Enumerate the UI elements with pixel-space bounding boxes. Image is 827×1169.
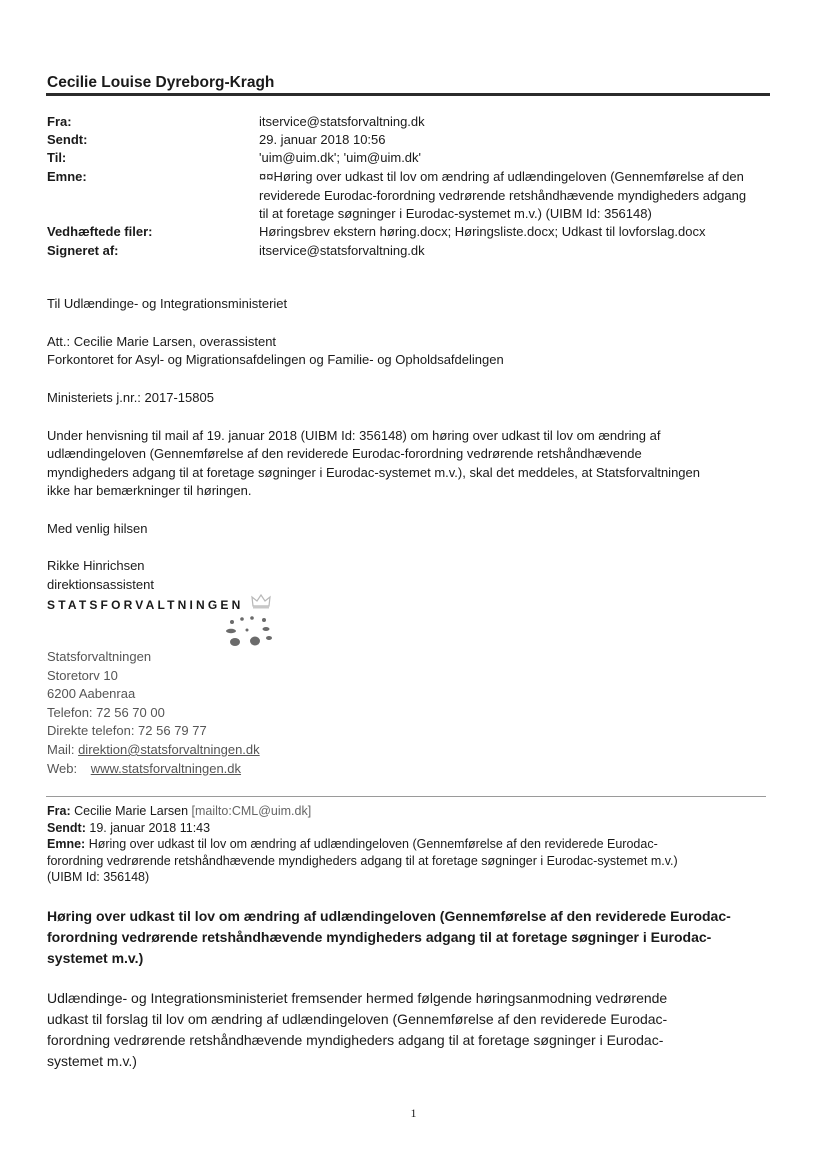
- header-rule: [46, 93, 770, 96]
- forwarded-mailto-link[interactable]: [mailto:CML@uim.dk]: [191, 804, 312, 818]
- signature-street: Storetorv 10: [47, 668, 118, 683]
- subject-label: Emne:: [47, 169, 87, 184]
- forwarded-heading-line: Høring over udkast til lov om ændring af udlændingeloven (Gennemførelse af den reviderede Eurodac-: [47, 908, 731, 924]
- forwarded-paragraph-line: Udlændinge- og Integrationsministeriet fremsender hermed følgende høringsanmodning vedrørende: [47, 990, 668, 1006]
- forwarded-sent-value: 19. januar 2018 11:43: [89, 821, 211, 835]
- signer-title: direktionsassistent: [47, 577, 154, 592]
- crown-icon: [250, 592, 272, 610]
- attention-line: Att.: Cecilie Marie Larsen, overassistent: [47, 334, 277, 349]
- forwarded-subject-label: Emne:: [47, 837, 86, 851]
- case-number: Ministeriets j.nr.: 2017-15805: [47, 390, 214, 405]
- forwarded-paragraph-line: udkast til forslag til lov om ændring af udlændingeloven (Gennemførelse af den reviderede Eurodac-: [47, 1011, 668, 1027]
- logo-mark-icon: [222, 614, 278, 650]
- forwarded-subject-line: forordning vedrørende retshåndhævende myndigheders adgang til at foretage søgninger i Eurodac-systemet m.v.): [47, 854, 678, 868]
- forwarded-sent-row: [47, 820, 767, 837]
- main-paragraph-line: myndigheders adgang til at foretage søgninger i Eurodac-systemet m.v.), skal det meddeles, at Statsforvaltningen: [47, 465, 700, 480]
- signature-phone: Telefon: 72 56 70 00: [47, 705, 165, 720]
- web-label: Web:: [47, 761, 78, 776]
- attachments-label: Vedhæftede filer:: [47, 224, 153, 239]
- forwarded-from-value: Cecilie Marie Larsen: [74, 804, 189, 818]
- attachments-value[interactable]: Høringsbrev ekstern høring.docx; Høringsliste.docx; Udkast til lovforslag.docx: [259, 224, 706, 239]
- forwarded-subject-row: [47, 836, 767, 853]
- forward-divider: [46, 796, 766, 797]
- main-paragraph-line: Under henvisning til mail af 19. januar 2018 (UIBM Id: 356148) om høring over udkast til lov om ændring af: [47, 428, 661, 443]
- forwarded-heading-line: systemet m.v.): [47, 950, 144, 966]
- sender-name-header: Cecilie Louise Dyreborg-Kragh: [47, 74, 275, 91]
- signed-value: itservice@statsforvaltning.dk: [259, 243, 425, 258]
- signature-web-row: [47, 761, 241, 776]
- greeting: Til Udlændinge- og Integrationsministeriet: [47, 296, 288, 311]
- forwarded-sent-label: Sendt:: [47, 821, 86, 835]
- signature-mail-row: [47, 742, 260, 757]
- signature-direct-phone: Direkte telefon: 72 56 79 77: [47, 723, 207, 738]
- forwarded-heading: [47, 906, 767, 969]
- from-label: Fra:: [47, 114, 72, 129]
- forwarded-subject-value: Høring over udkast til lov om ændring af udlændingeloven (Gennemførelse af den reviderede Eurodac-: [88, 837, 658, 851]
- department-line: Forkontoret for Asyl- og Migrationsafdelingen og Familie- og Opholdsafdelingen: [47, 352, 504, 367]
- brand-wordmark: STATSFORVALTNINGEN: [47, 598, 244, 612]
- subject-value: ¤¤Høring over udkast til lov om ændring af udlændingeloven (Gennemførelse af den reviderede Eurodac-forordning vedrørende retshåndhævende myndigheders adgang til at foretage søgninger i Eurodac-systemet m.v.) (UIBM Id: 356148): [259, 169, 747, 221]
- main-paragraph-line: udlændingeloven (Gennemførelse af den reviderede Eurodac-forordning vedrørende retshåndhævende: [47, 446, 642, 461]
- mail-link[interactable]: direktion@statsforvaltningen.dk: [78, 742, 260, 757]
- forwarded-from-row: [47, 803, 767, 820]
- from-value[interactable]: itservice@statsforvaltning.dk: [259, 114, 425, 129]
- forwarded-paragraph-line: forordning vedrørende retshåndhævende myndigheders adgang til at foretage søgninger i Eurodac-: [47, 1032, 664, 1048]
- forwarded-paragraph: [47, 988, 767, 1072]
- forwarded-subject-line: (UIBM Id: 356148): [47, 870, 150, 884]
- signature-org: Statsforvaltningen: [47, 649, 152, 664]
- signature-city: 6200 Aabenraa: [47, 686, 136, 701]
- page-number: 1: [410, 1106, 417, 1120]
- main-paragraph-line: ikke har bemærkninger til høringen.: [47, 483, 252, 498]
- to-value[interactable]: 'uim@uim.dk'; 'uim@uim.dk': [259, 150, 422, 165]
- forwarded-heading-line: forordning vedrørende retshåndhævende myndigheders adgang til at foretage søgninger i Eurodac-: [47, 929, 712, 945]
- closing: Med venlig hilsen: [47, 521, 148, 536]
- sent-label: Sendt:: [47, 132, 88, 147]
- signer-name: Rikke Hinrichsen: [47, 558, 145, 573]
- to-label: Til:: [47, 150, 67, 165]
- web-link[interactable]: www.statsforvaltningen.dk: [90, 761, 242, 776]
- signed-label: Signeret af:: [47, 243, 119, 258]
- mail-label: Mail:: [47, 742, 75, 757]
- forwarded-paragraph-line: systemet m.v.): [47, 1053, 137, 1069]
- forwarded-from-label: Fra:: [47, 804, 71, 818]
- sent-value: 29. januar 2018 10:56: [259, 132, 386, 147]
